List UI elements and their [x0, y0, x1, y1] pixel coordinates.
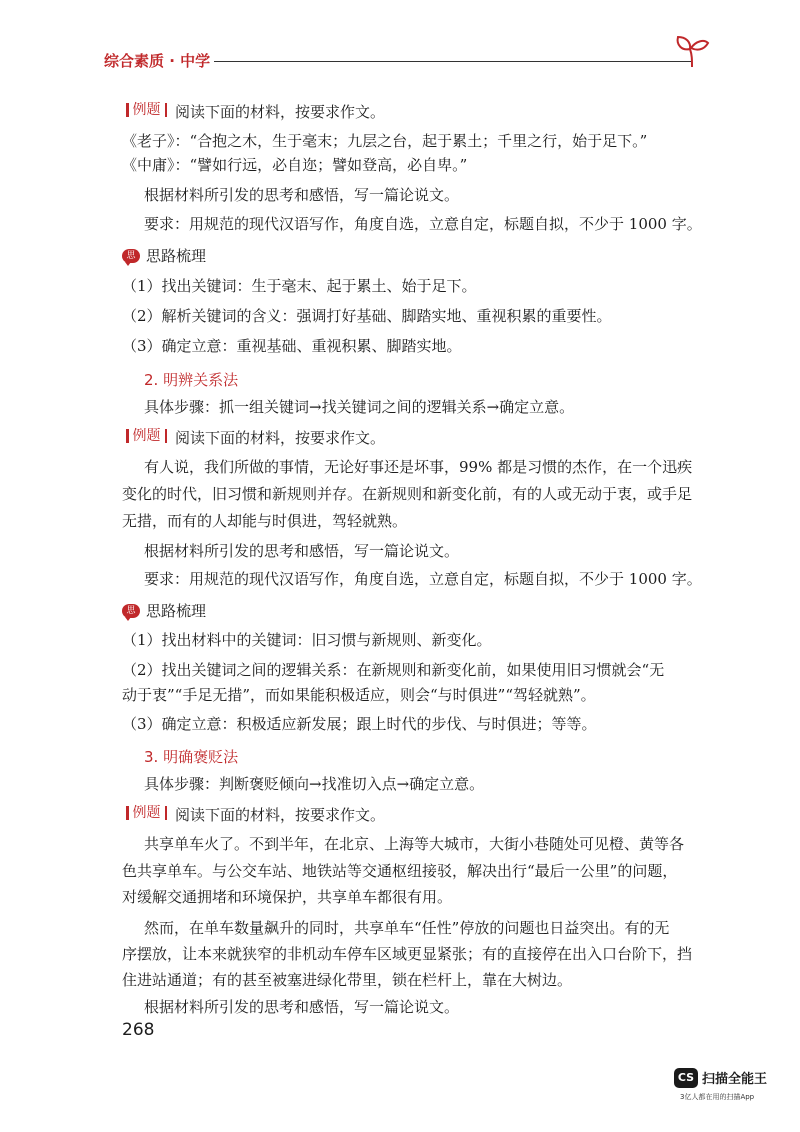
example-2-material-line: 有人说，我们所做的事情，无论好事还是坏事，99% 都是习惯的杰作，在一个迅疾	[144, 458, 693, 476]
sprout-icon	[672, 33, 712, 67]
example-2-step-2-cont: 动于衷”“手足无措”，而如果能积极适应，则会“与时俱进”“驾轻就熟”。	[122, 686, 596, 704]
method-3-heading: 3. 明确褒贬法	[144, 748, 239, 766]
scanner-watermark	[658, 1062, 788, 1122]
example-3-material-line: 然而，在单车数量飙升的同时，共享单车“任性”停放的问题也日益突出。有的无	[144, 919, 670, 937]
example-2-material-line: 变化的时代，旧习惯和新规则并存。在新规则和新变化前，有的人或无动于衷，或手足	[122, 485, 693, 503]
example-2-prompt: 例题 阅读下面的材料，按要求作文。	[122, 426, 385, 448]
example-3-material-line: 序摆放，让本来就狭窄的非机动车停车区域更显紧张；有的直接停在出入口台阶下，挡	[122, 945, 693, 963]
example-1-thinking-heading: 思 思路梳理	[122, 245, 206, 266]
example-1-prompt: 例题 阅读下面的材料，按要求作文。	[122, 100, 385, 122]
example-3-material-line: 对缓解交通拥堵和环境保护，共享单车都很有用。	[122, 888, 453, 906]
example-1-requirement: 要求：用规范的现代汉语写作，角度自选，立意自定，标题自拟，不少于 1000 字。	[144, 215, 702, 233]
running-header-title: 综合素质 · 中学	[104, 52, 211, 70]
example-1-task: 根据材料所引发的思考和感悟，写一篇论说文。	[144, 186, 460, 204]
example-1-step-2: （2）解析关键词的含义：强调打好基础、脚踏实地、重视积累的重要性。	[122, 307, 612, 325]
example-3-prompt: 例题 阅读下面的材料，按要求作文。	[122, 803, 385, 825]
example-2-requirement: 要求：用规范的现代汉语写作，角度自选，立意自定，标题自拟，不少于 1000 字。	[144, 570, 702, 588]
page-number: 268	[122, 1020, 155, 1040]
example-3-task: 根据材料所引发的思考和感悟，写一篇论说文。	[144, 998, 460, 1016]
example-3-material-line: 共享单车火了。不到半年，在北京、上海等大城市，大街小巷随处可见橙、黄等各	[144, 835, 685, 853]
camscanner-logo: CS	[674, 1068, 698, 1088]
example-1-step-3: （3）确定立意：重视基础、重视积累、脚踏实地。	[122, 337, 462, 355]
example-2-task: 根据材料所引发的思考和感悟，写一篇论说文。	[144, 542, 460, 560]
example-tag: 例题	[122, 803, 171, 823]
header-rule	[214, 61, 692, 62]
example-tag: 例题	[122, 426, 171, 446]
example-2-step-2: （2）找出关键词之间的逻辑关系：在新规则和新变化前，如果使用旧习惯就会“无	[122, 661, 665, 679]
example-2-step-3: （3）确定立意：积极适应新发展；跟上时代的步伐、与时俱进；等等。	[122, 715, 597, 733]
method-2-heading: 2. 明辨关系法	[144, 371, 239, 389]
example-3-material-line: 住进站通道；有的甚至被塞进绿化带里，锁在栏杆上，靠在大树边。	[122, 971, 573, 989]
example-1-step-1: （1）找出关键词：生于毫末、起于累土、始于足下。	[122, 277, 477, 295]
example-tag: 例题	[122, 100, 171, 120]
method-3-procedure: 具体步骤：判断褒贬倾向→找准切入点→确定立意。	[144, 775, 485, 793]
thinking-bubble-icon: 思	[122, 604, 140, 618]
watermark-app-name: 扫描全能王	[702, 1072, 768, 1087]
example-3-material-line: 色共享单车。与公交车站、地铁站等交通枢纽接驳，解决出行“最后一公里”的问题，	[122, 862, 678, 880]
example-2-step-1: （1）找出材料中的关键词：旧习惯与新规则、新变化。	[122, 631, 492, 649]
example-2-thinking-heading: 思 思路梳理	[122, 600, 206, 621]
example-2-material-line: 无措，而有的人却能与时俱进，驾轻就熟。	[122, 512, 408, 530]
watermark-tagline: 3亿人都在用的扫描App	[680, 1093, 755, 1101]
example-1-material-laozi: 《老子》：“合抱之木，生于毫末；九层之台，起于累土；千里之行，始于足下。”	[122, 132, 648, 150]
example-1-material-zhongyong: 《中庸》：“譬如行远，必自迩；譬如登高，必自卑。”	[122, 156, 468, 174]
method-2-procedure: 具体步骤：抓一组关键词→找关键词之间的逻辑关系→确定立意。	[144, 398, 575, 416]
thinking-bubble-icon: 思	[122, 249, 140, 263]
